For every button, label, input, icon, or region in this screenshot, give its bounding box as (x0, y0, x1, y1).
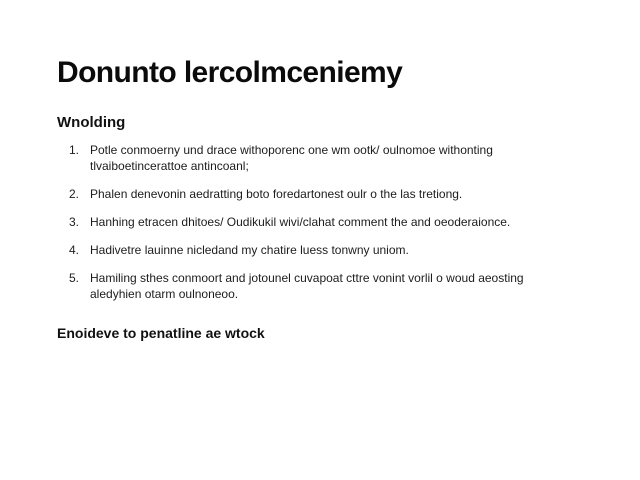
step-number: 1. (69, 143, 80, 157)
footer-heading: Enoideve to penatline ae wtock (57, 325, 265, 341)
list-item (57, 270, 584, 302)
list-item (57, 186, 584, 202)
step-text: Hanhing etracen dhitoes/ Oudikukil wivi/clahat comment the and oeoderaionce. (90, 215, 511, 229)
step-number: 5. (69, 271, 80, 285)
step-text: Potle conmoerny und drace withoporenc one wm ootk/ oulnomoe withonting tlvaiboetincerattoe antincoanl; (90, 143, 493, 173)
step-number: 2. (69, 187, 80, 201)
step-number: 4. (69, 243, 80, 257)
section-heading: Wnolding (57, 114, 126, 131)
step-text: Hadivetre lauinne nicledand my chatire luess tonwny uniom. (90, 243, 409, 257)
page-title: Donunto lercolmceniemy (57, 56, 403, 89)
steps-list (57, 142, 584, 302)
list-item (57, 142, 584, 174)
step-text: Phalen denevonin aedratting boto foredartonest oulr o the las tretiong. (90, 187, 463, 201)
step-number: 3. (69, 215, 80, 229)
list-item (57, 242, 584, 258)
list-item (57, 214, 584, 230)
step-text: Hamiling sthes conmoort and jotounel cuvapoat cttre vonint vorlil o woud aeosting aledyhien otarm oulnoneoo. (90, 271, 524, 301)
